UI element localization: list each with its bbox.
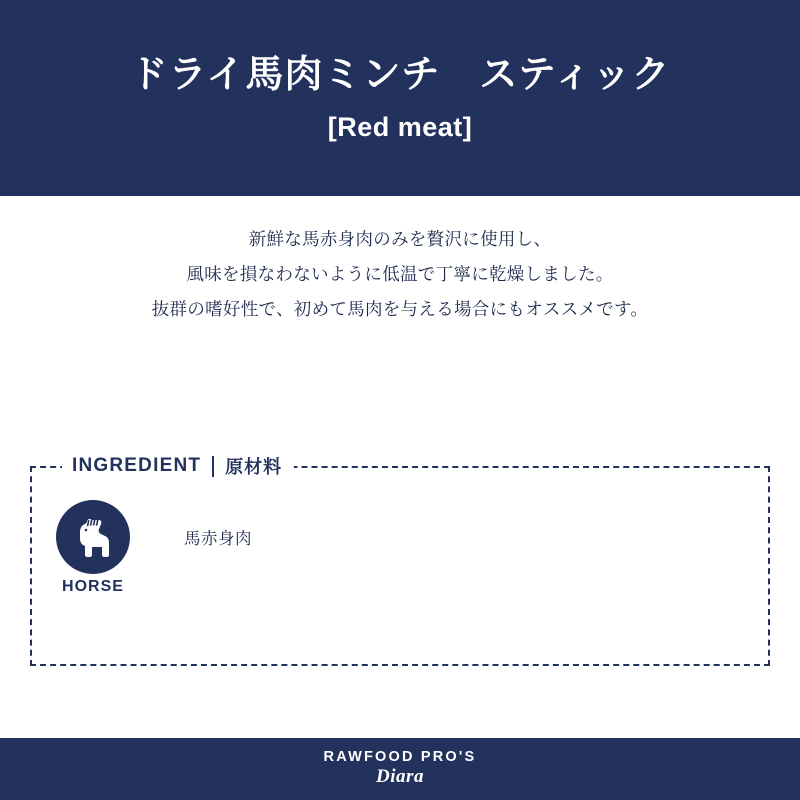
description-line-3: 抜群の嗜好性で、初めて馬肉を与える場合にもオススメです。 [151,299,649,319]
footer-brand-text: RAWFOOD PRO'S [323,748,477,765]
ingredient-item [56,500,252,595]
horse-badge-label: HORSE [62,578,124,595]
ingredient-heading-ja: 原材料 [225,457,283,477]
ingredient-box [30,466,770,666]
product-description [0,222,800,327]
description-line-2: 風味を損なわないように低温で丁寧に乾燥しました。 [186,264,614,284]
page-subtitle: [Red meat] [327,112,473,143]
horse-icon [70,514,116,560]
heading-divider [212,456,214,477]
horse-badge [56,500,130,595]
ingredient-name: 馬赤身肉 [184,530,252,548]
ingredient-section [30,455,770,666]
page-footer [0,738,800,800]
footer-logo-text: Diara [376,766,424,788]
page-header [0,0,800,196]
page-title: ドライ馬肉ミンチ スティック [129,53,671,96]
description-line-1: 新鮮な馬赤身肉のみを贅沢に使用し、 [248,229,552,249]
ingredient-heading-en: INGREDIENT [72,455,202,476]
ingredient-heading [62,452,294,480]
